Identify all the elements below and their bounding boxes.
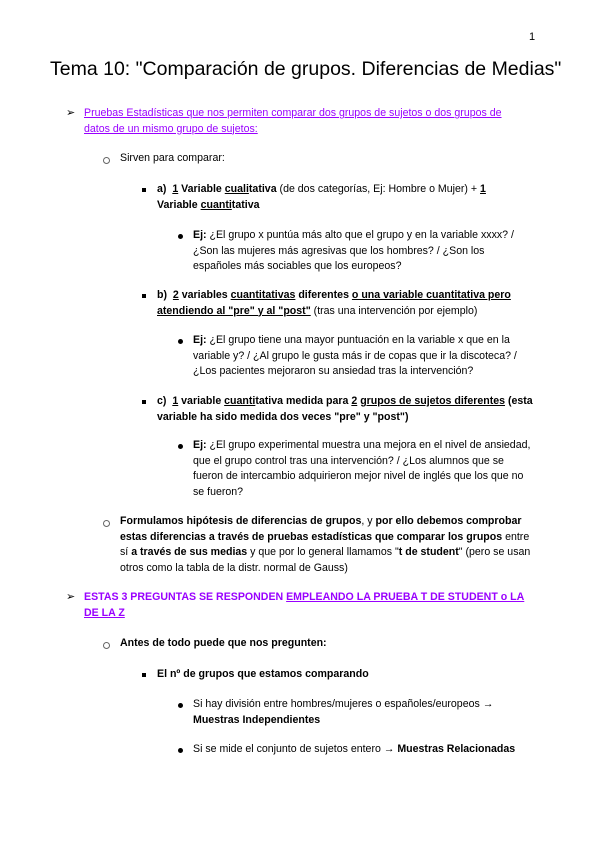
square-bullet-icon [142, 400, 146, 404]
item-a-example [193, 228, 533, 275]
independientes-bold: Muestras Independientes [193, 713, 321, 726]
item-b-t3: o una variable cuantitativa pero atendiendo al "pre" y al "post" [157, 289, 511, 317]
item-b-t4: (tras una intervención por ejemplo) [310, 304, 478, 317]
round-bullet-icon [178, 234, 183, 239]
formulamos-t2: entre sí [120, 530, 530, 558]
item-a-t3: (de dos categorías, Ej: Hombre o Mujer) + [276, 183, 481, 195]
item-b-example [193, 333, 535, 380]
item-b-marker: b) [157, 289, 167, 301]
item-c-example [193, 438, 535, 500]
item-c-cuant: cuanti [224, 395, 256, 407]
formulamos-t1: , y [361, 515, 376, 527]
relacionadas-item [193, 742, 538, 758]
n-grupos-text: El nº de grupos que estamos comparando [157, 668, 369, 680]
arrow-bullet-icon: ➢ [66, 107, 76, 119]
item-c-t4: (esta variable ha sido medida dos veces "pre" y "post") [157, 395, 533, 423]
hollow-bullet-icon [103, 520, 110, 527]
independientes-text: Si hay división entre hombres/mujeres o españoles/europeos → [193, 698, 494, 710]
formulamos-t4: " (pero se usan otros como la tabla de la distr. normal de Gauss) [120, 546, 531, 574]
hollow-bullet-icon [103, 642, 110, 649]
square-bullet-icon [142, 188, 146, 192]
item-a-ej-label: Ej: [193, 229, 207, 241]
independientes-item [193, 697, 535, 728]
item-c-t2: tativa medida para [255, 395, 352, 407]
item-a-cuant: cuanti [200, 198, 232, 211]
item-a-cual: cuali [224, 183, 249, 195]
formulamos-b4: t de student [398, 546, 459, 558]
square-bullet-icon [142, 294, 146, 298]
item-c-t1: variable [178, 395, 225, 407]
item-c-marker: c) [157, 395, 167, 407]
antes-text: Antes de todo puede que nos pregunten: [120, 637, 327, 649]
item-a-n1: 1 [172, 183, 179, 195]
section2-heading-plain: ESTAS 3 PREGUNTAS SE RESPONDEN [84, 591, 287, 603]
relacionadas-text: Si se mide el conjunto de sujetos entero → [193, 743, 398, 755]
section2-heading [84, 590, 534, 621]
round-bullet-icon [178, 339, 183, 344]
formulamos-b1: Formulamos hipótesis de diferencias de grupos [120, 515, 362, 527]
item-c-n1: 1 [172, 395, 179, 407]
round-bullet-icon [178, 444, 183, 449]
item-b-t1: variables [178, 289, 231, 301]
item-b-cuant: cuantitativas [230, 289, 296, 301]
item-a-t2: tativa [248, 183, 277, 195]
item-b-ej-label: Ej: [193, 334, 207, 346]
section1-intro: Sirven para comparar: [120, 152, 225, 164]
formulamos-paragraph [120, 514, 532, 576]
item-c [157, 394, 535, 425]
item-a-ej-text: ¿El grupo x puntúa más alto que el grupo y en la variable xxxx? / ¿Son las mujeres más agresivas que los hombres? / ¿Son los españoles más sociables que los europeos? [193, 229, 514, 272]
item-c-n2: 2 [351, 395, 358, 407]
round-bullet-icon [178, 748, 183, 753]
item-c-ej-label: Ej: [193, 439, 207, 451]
item-b-t2: diferentes [295, 289, 352, 301]
formulamos-t3: y que por lo general llamamos " [247, 546, 399, 558]
relacionadas-bold: Muestras Relacionadas [397, 743, 516, 755]
arrow-bullet-icon: ➢ [66, 591, 76, 603]
item-b-n: 2 [172, 289, 179, 301]
item-a-t5: tativa [231, 198, 260, 211]
item-a-t4: Variable [157, 198, 201, 211]
item-a-t1: Variable [178, 183, 225, 195]
section1-heading: Pruebas Estadísticas que nos permiten comparar dos grupos de sujetos o dos grupos de datos de un mismo grupo de sujetos: [84, 107, 502, 135]
item-a-n2: 1 [480, 183, 486, 195]
round-bullet-icon [178, 703, 183, 708]
item-a [157, 182, 527, 213]
hollow-bullet-icon [103, 157, 110, 164]
item-a-marker: a) [157, 183, 167, 195]
square-bullet-icon [142, 673, 146, 677]
item-c-ej-text: ¿El grupo experimental muestra una mejora en el nivel de ansiedad, que el grupo control tras una intervención? / ¿Los alumnos que se fueron de intercambio adquirieron mejor nivel de inglés que los que no se fueron? [193, 439, 531, 498]
item-b [157, 288, 535, 319]
formulamos-b2: por ello debemos comprobar estas diferencias a través de pruebas estadísticas que comparar los grupos [120, 515, 522, 543]
item-c-grupos: grupos de sujetos diferentes [360, 395, 506, 407]
page-number: 1 [529, 31, 536, 43]
page-title: Tema 10: "Comparación de grupos. Diferencias de Medias" [50, 58, 562, 80]
formulamos-b3: a través de sus medias [131, 546, 248, 558]
item-b-ej-text: ¿El grupo tiene una mayor puntuación en la variable x que en la variable y? / ¿Al grupo le gusta más ir de copas que ir la discoteca? / ¿Los pacientes mejoraron su ansiedad tras la intervención? [193, 334, 517, 377]
section2-heading-underlined: EMPLEANDO LA PRUEBA T DE STUDENT o LA DE LA Z [84, 591, 525, 619]
